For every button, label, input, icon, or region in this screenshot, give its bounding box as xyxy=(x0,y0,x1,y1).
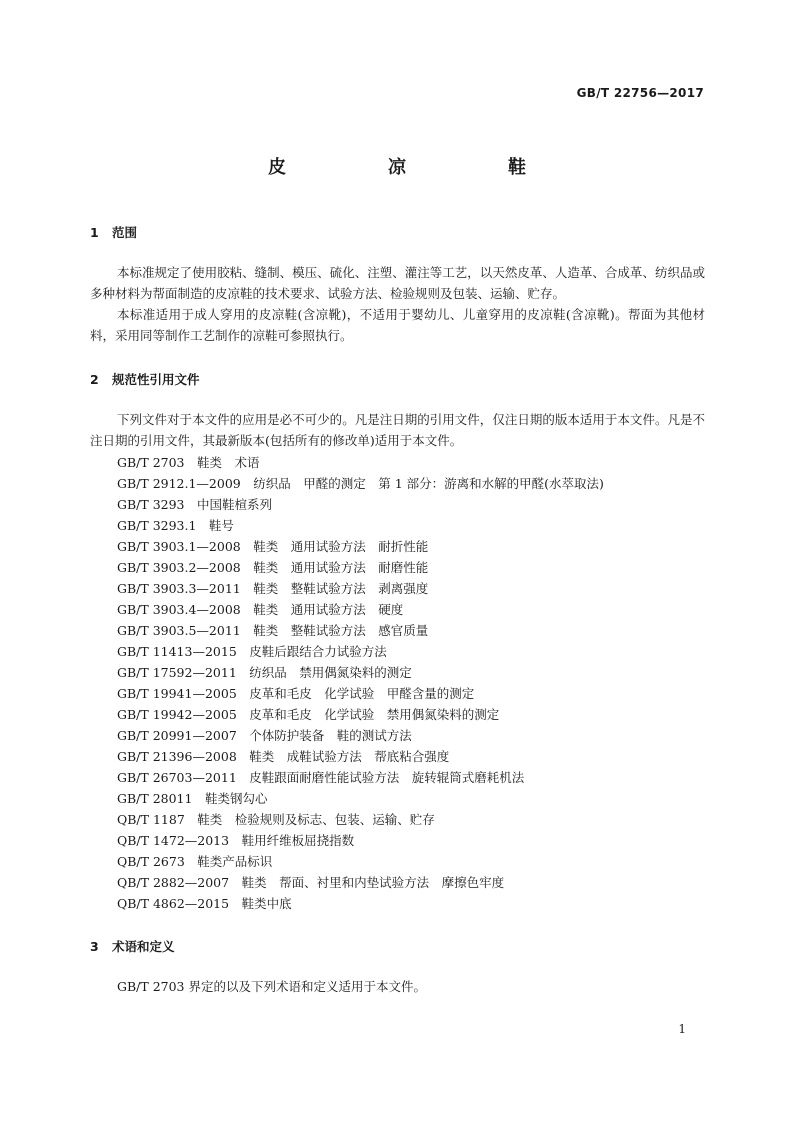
section-title: 范围 xyxy=(112,225,138,240)
standard-code: GB/T 22756—2017 xyxy=(576,86,704,100)
reference-item: GB/T 17592—2011 纺织品 禁用偶氮染料的测定 xyxy=(117,665,412,680)
reference-item: GB/T 3903.5—2011 鞋类 整鞋试验方法 感官质量 xyxy=(117,623,429,638)
reference-item: GB/T 3293 中国鞋楦系列 xyxy=(117,497,273,512)
scope-paragraph-2: 本标准适用于成人穿用的皮凉鞋(含凉靴)，不适用于婴幼儿、儿童穿用的皮凉鞋(含凉靴)。帮面为其他材料，采用同等制作工艺制作的凉鞋可参照执行。 xyxy=(90,307,705,343)
reference-item: GB/T 3903.1—2008 鞋类 通用试验方法 耐折性能 xyxy=(117,539,429,554)
section-number: 2 xyxy=(90,372,99,387)
reference-item: QB/T 1187 鞋类 检验规则及标志、包装、运输、贮存 xyxy=(117,812,435,827)
section-number: 3 xyxy=(90,939,99,954)
reference-item: QB/T 2882—2007 鞋类 帮面、衬里和内垫试验方法 摩擦色牢度 xyxy=(117,875,505,890)
reference-item: GB/T 11413—2015 皮鞋后跟结合力试验方法 xyxy=(117,644,387,659)
reference-item: GB/T 3903.3—2011 鞋类 整鞋试验方法 剥离强度 xyxy=(117,581,429,596)
reference-item: GB/T 20991—2007 个体防护装备 鞋的测试方法 xyxy=(117,728,412,743)
section-title: 术语和定义 xyxy=(112,939,175,954)
document-title: 皮 凉 鞋 xyxy=(268,157,568,178)
section-3-heading xyxy=(90,937,175,955)
scope-paragraph-1: 本标准规定了使用胶粘、缝制、模压、硫化、注塑、灌注等工艺，以天然皮革、人造革、合成革、纺织品或多种材料为帮面制造的皮凉鞋的技术要求、试验方法、检验规则及包装、运输、贮存。 xyxy=(90,265,705,301)
reference-item: QB/T 1472—2013 鞋用纤维板屈挠指数 xyxy=(117,833,355,848)
reference-item: GB/T 19941—2005 皮革和毛皮 化学试验 甲醛含量的测定 xyxy=(117,686,475,701)
terms-intro-paragraph: GB/T 2703 界定的以及下列术语和定义适用于本文件。 xyxy=(117,979,426,994)
section-title: 规范性引用文件 xyxy=(112,372,200,387)
reference-item: QB/T 4862—2015 鞋类中底 xyxy=(117,896,292,911)
reference-item: GB/T 26703—2011 皮鞋跟面耐磨性能试验方法 旋转辊筒式磨耗机法 xyxy=(117,770,525,785)
reference-item: GB/T 3903.4—2008 鞋类 通用试验方法 硬度 xyxy=(117,602,404,617)
reference-item: GB/T 21396—2008 鞋类 成鞋试验方法 帮底粘合强度 xyxy=(117,749,450,764)
reference-item: GB/T 3293.1 鞋号 xyxy=(117,518,234,533)
section-number: 1 xyxy=(90,225,99,240)
section-1-heading xyxy=(90,223,137,241)
reference-item: GB/T 19942—2005 皮革和毛皮 化学试验 禁用偶氮染料的测定 xyxy=(117,707,500,722)
page-number: 1 xyxy=(678,1022,686,1036)
reference-item: GB/T 3903.2—2008 鞋类 通用试验方法 耐磨性能 xyxy=(117,560,429,575)
normative-references-intro: 下列文件对于本文件的应用是必不可少的。凡是注日期的引用文件，仅注日期的版本适用于本文件。凡是不注日期的引用文件，其最新版本(包括所有的修改单)适用于本文件。 xyxy=(90,412,705,448)
reference-item: GB/T 2912.1—2009 纺织品 甲醛的测定 第 1 部分：游离和水解的甲醛(水萃取法) xyxy=(117,476,604,491)
reference-item: QB/T 2673 鞋类产品标识 xyxy=(117,854,273,869)
section-2-heading xyxy=(90,370,200,388)
reference-list xyxy=(117,452,604,914)
reference-item: GB/T 2703 鞋类 术语 xyxy=(117,455,260,470)
reference-item: GB/T 28011 鞋类钢勾心 xyxy=(117,791,268,806)
